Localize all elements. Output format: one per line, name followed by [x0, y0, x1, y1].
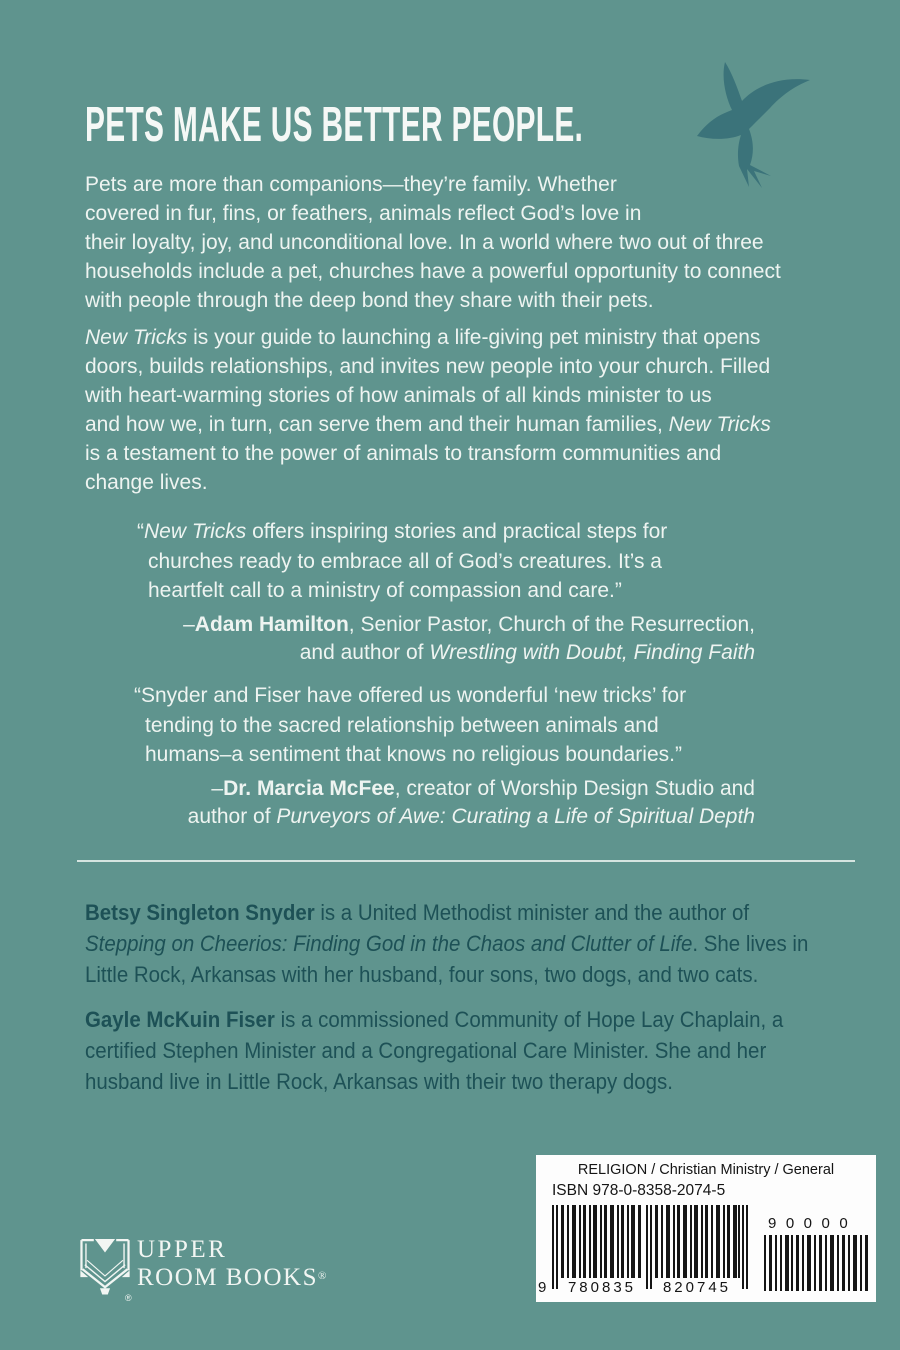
- headline: PETS MAKE US BETTER PEOPLE.: [85, 98, 584, 152]
- quote-line: humans–a sentiment that knows no religious boundaries.”: [145, 743, 682, 766]
- quote-line: churches ready to embrace all of God’s creatures. It’s a: [148, 549, 662, 573]
- attribution-line: author of Purveyors of Awe: Curating a Life of Spiritual Depth: [187, 804, 755, 828]
- endorsement-quote-2: [134, 681, 755, 831]
- paragraph-1: [85, 170, 781, 315]
- quote-attribution: [145, 775, 755, 831]
- divider-line: [77, 860, 855, 862]
- endorsement-quote-1: [137, 517, 755, 667]
- author-bio-snyder: [85, 897, 808, 990]
- author-bio-fiser: [85, 1004, 808, 1097]
- quote-line: heartfelt call to a ministry of compassion and care.”: [148, 579, 622, 602]
- publisher-logo: [137, 1236, 326, 1291]
- bio-line: husband live in Little Rock, Arkansas with their two therapy dogs.: [85, 1069, 673, 1094]
- registered-mark: ®: [125, 1293, 132, 1303]
- paragraph-2: [85, 323, 781, 497]
- isbn-number: ISBN 978-0-8358-2074-5: [552, 1182, 726, 1199]
- publisher-name-line2: ROOM BOOKS®: [137, 1264, 327, 1291]
- text-line: with people through the deep bond they share with their pets.: [85, 289, 654, 312]
- text-line: is a testament to the power of animals to transform communities and: [85, 442, 722, 465]
- attribution-line: –Dr. Marcia McFee, creator of Worship Design Studio and: [211, 776, 755, 800]
- text-line: covered in fur, fins, or feathers, animals reflect God’s love in: [85, 202, 642, 225]
- text-line: households include a pet, churches have a powerful opportunity to connect: [85, 260, 781, 283]
- text-line: Pets are more than companions—they’re family. Whether: [85, 173, 617, 196]
- text-line: doors, builds relationships, and invites new people into your church. Filled: [85, 355, 771, 378]
- text-line: their loyalty, joy, and unconditional love. In a world where two out of three: [85, 231, 764, 254]
- bio-line: certified Stephen Minister and a Congregational Care Minister. She and her: [85, 1038, 767, 1063]
- quote-line: “Snyder and Fiser have offered us wonderful ‘new tricks’ for: [134, 684, 687, 707]
- bisac-category: RELIGION / Christian Ministry / General: [577, 1162, 835, 1178]
- quote-line: tending to the sacred relationship between animals and: [145, 713, 659, 737]
- barcode-digits: 9 780835 820745: [538, 1279, 732, 1296]
- quote-attribution: [148, 611, 755, 667]
- attribution-line: and author of Wrestling with Doubt, Finding Faith: [299, 640, 755, 664]
- price-addon-barcode: [764, 1205, 870, 1300]
- text-line: with heart-warming stories of how animals of all kinds minister to us: [85, 384, 712, 407]
- text-line: change lives.: [85, 471, 208, 494]
- addon-bars: [764, 1235, 870, 1291]
- quote-line: “New Tricks offers inspiring stories and practical steps for: [137, 520, 668, 543]
- bio-line: Gayle McKuin Fiser is a commissioned Community of Hope Lay Chaplain, a: [85, 1007, 784, 1032]
- bio-line: Stepping on Cheerios: Finding God in the Chaos and Clutter of Life. She lives in: [85, 931, 809, 956]
- bio-line: Betsy Singleton Snyder is a United Methodist minister and the author of: [85, 900, 750, 925]
- barcode-box: [536, 1155, 876, 1302]
- author-bios: [85, 897, 863, 1097]
- text-line: New Tricks is your guide to launching a life-giving pet ministry that opens: [85, 326, 761, 349]
- registered-mark: ®: [318, 1270, 327, 1282]
- text-line: and how we, in turn, can serve them and their human families, New Tricks: [85, 413, 771, 436]
- back-cover-copy: [85, 170, 781, 497]
- publisher-name-line1: UPPER: [137, 1236, 228, 1263]
- addon-digits: 90000: [768, 1215, 858, 1232]
- attribution-line: –Adam Hamilton, Senior Pastor, Church of the Resurrection,: [183, 612, 755, 636]
- ean-barcode: [538, 1205, 748, 1300]
- bio-line: Little Rock, Arkansas with her husband, four sons, two dogs, and two cats.: [85, 962, 759, 987]
